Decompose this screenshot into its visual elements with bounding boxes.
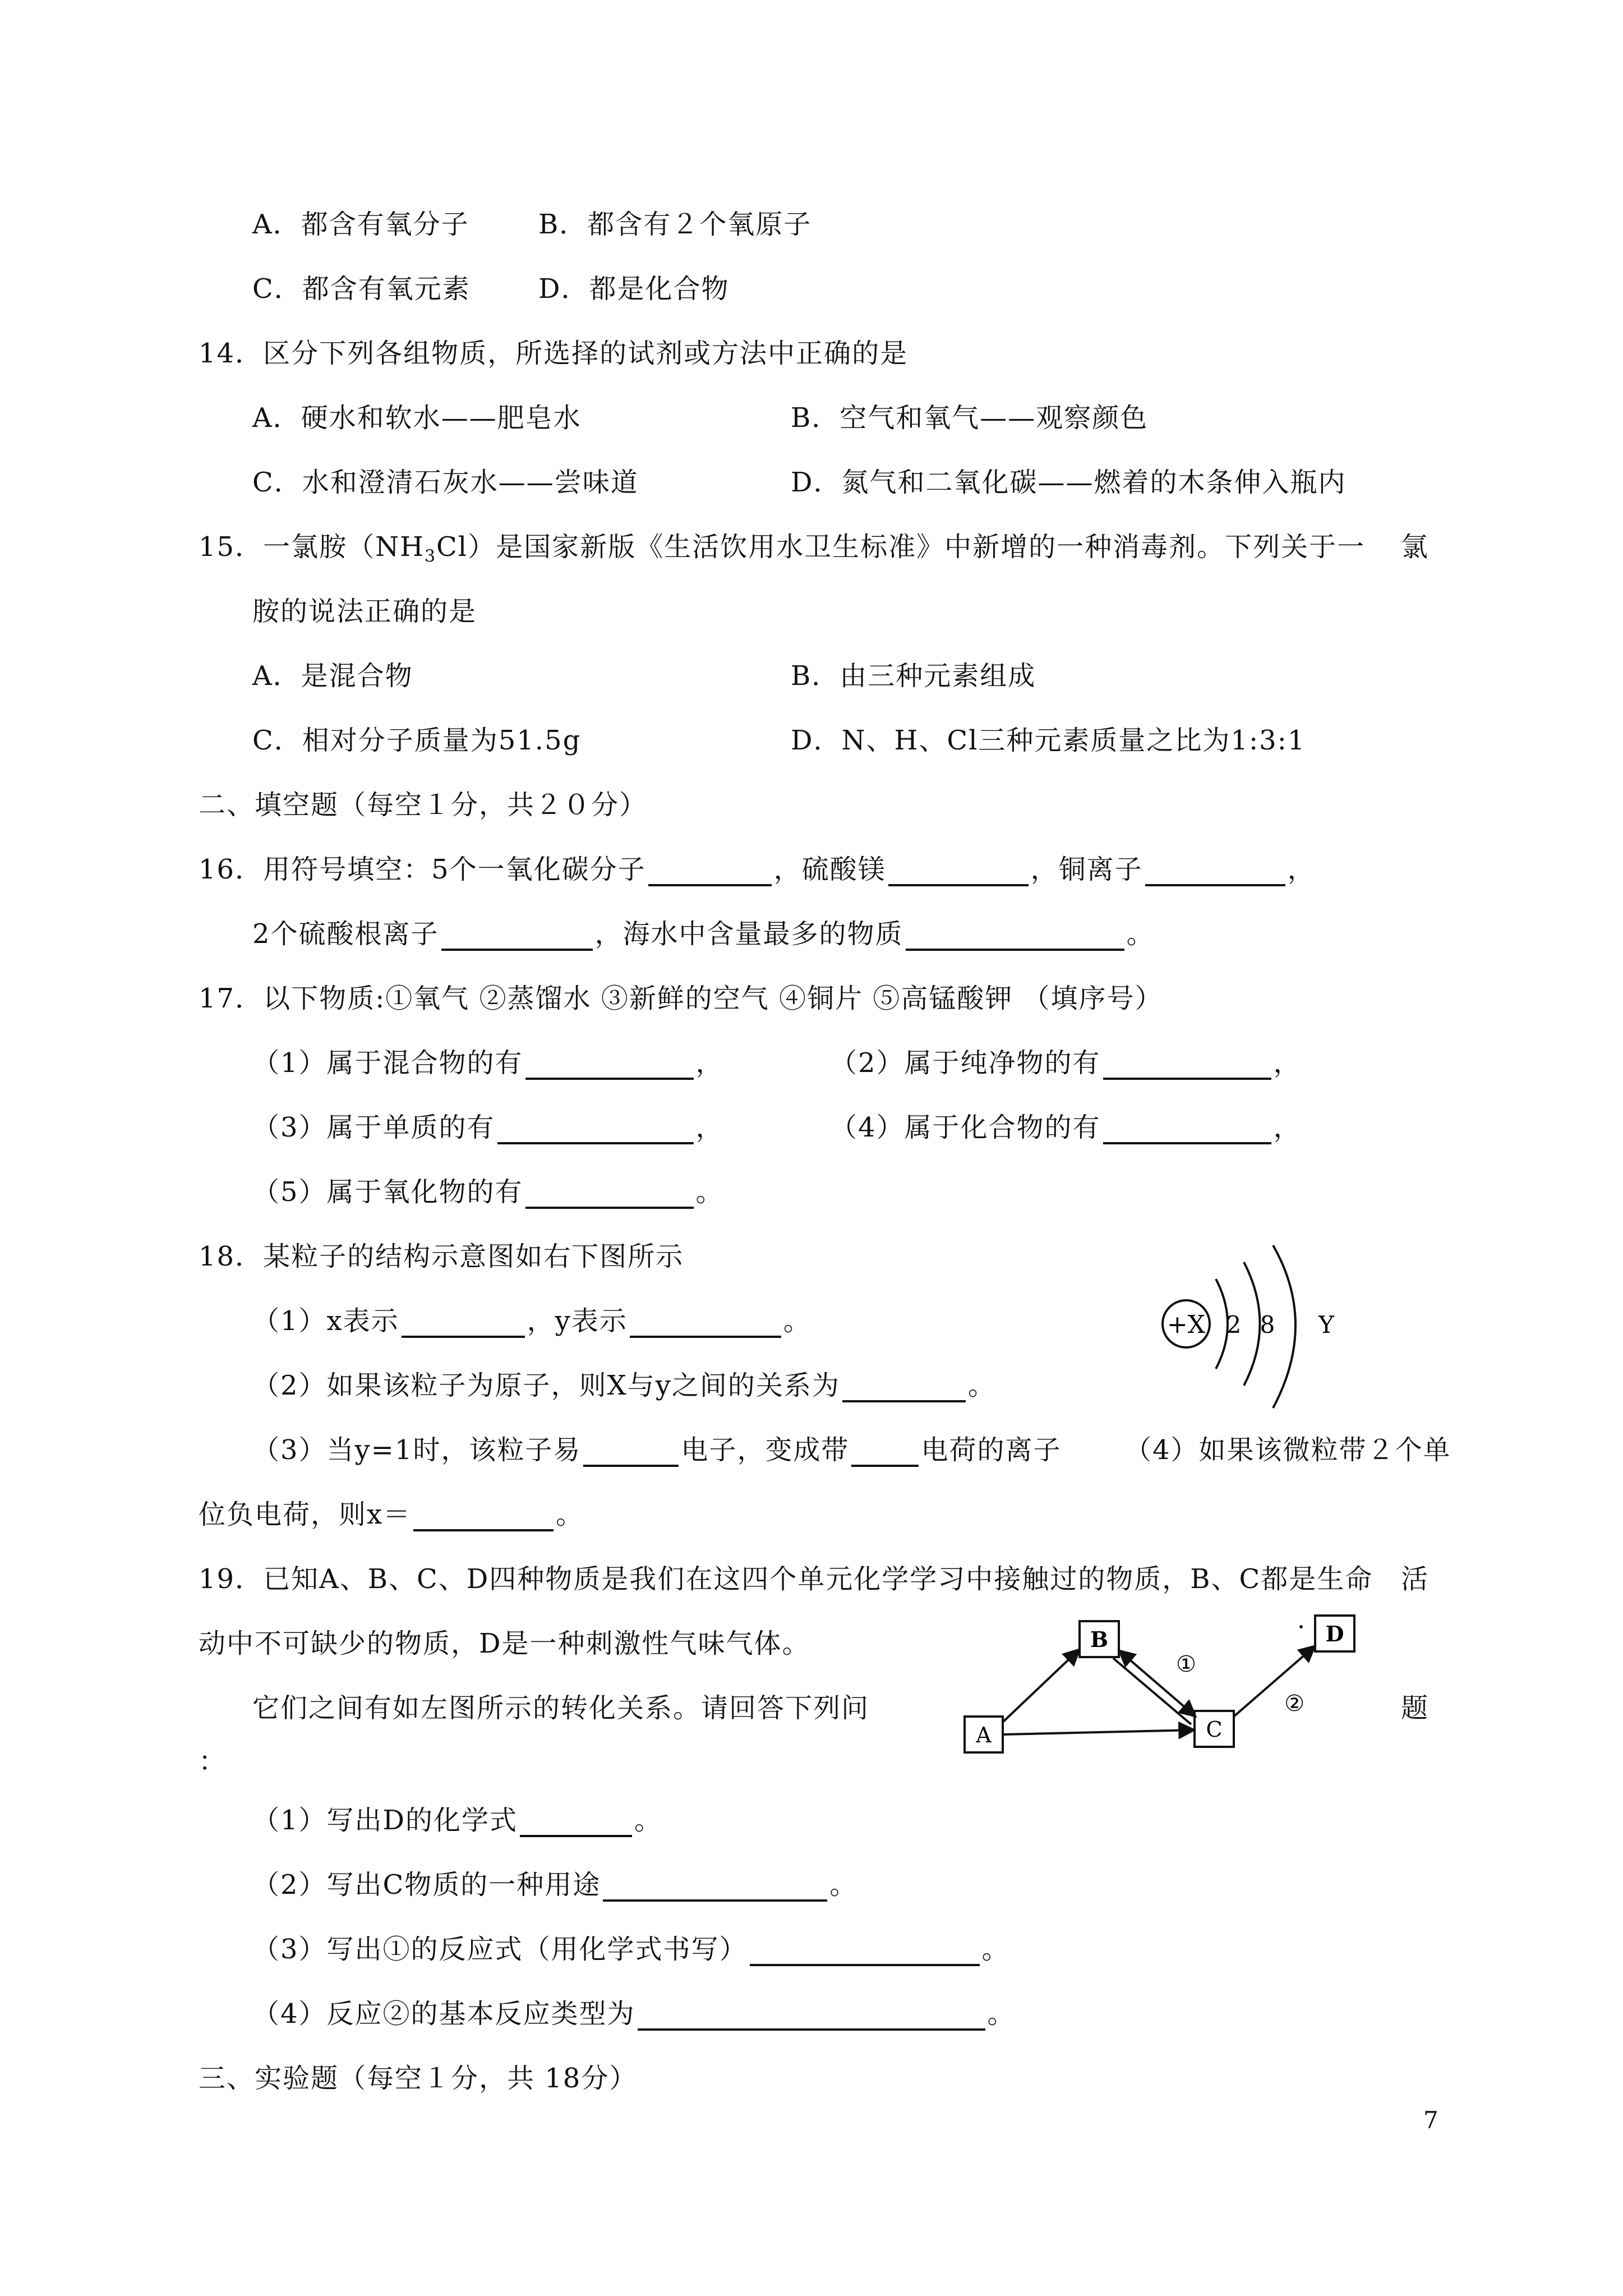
q17-comma-1: ， [695,1047,724,1079]
q18-part-4-text-b: 。 [556,1499,584,1530]
page-number: 7 [1423,2106,1438,2134]
q19-blank-2[interactable] [603,1875,827,1902]
q18-blank-1[interactable] [402,1311,525,1338]
section-2-heading: 二、填空题（每空１分，共２０分） [199,789,648,821]
conversion-diagram [942,1610,1380,1784]
node-c-label: C [1206,1717,1223,1742]
q15-stem-cont: 胺的说法正确的是 [252,596,477,627]
q16-text-b: ，硫酸镁 [773,854,886,885]
q18-part-3-text-a: （3）当y=1时，该粒子易 [252,1434,582,1466]
q17-blank-4[interactable] [1103,1117,1271,1144]
q19-part-4-text-b: 。 [987,1998,1016,2030]
q18-blank-3[interactable] [842,1375,966,1402]
q14-stem: 14．区分下列各组物质，所选择的试剂或方法中正确的是 [199,338,909,369]
q15-stem [199,530,1365,574]
reaction-2-label: ② [1284,1691,1304,1717]
q16-text-g: 。 [1126,918,1155,950]
arrow-a-to-c [1003,1730,1195,1734]
q18-blank-2[interactable] [630,1311,781,1338]
q15-option-c: C．相对分子质量为51.5g [252,725,582,756]
q19-stem-3-tail: 题 [1401,1692,1430,1724]
q16-blank-1[interactable] [648,859,772,886]
q16-text-e: 2个硫酸根离子 [252,918,439,950]
q19-part-1-text-a: （1）写出D的化学式 [252,1805,518,1836]
q16-text-c: ，铜离子 [1030,854,1143,885]
q19-part-4-text-a: （4）反应②的基本反应类型为 [252,1998,635,2030]
q19-stem-tail: 活 [1401,1563,1430,1595]
q18-part-4-text-a: 位负电荷，则x＝ [199,1499,412,1530]
reaction-1-label: ① [1176,1651,1196,1677]
q15-stem-subscript: 3 [424,546,437,567]
q18-part-2 [252,1369,996,1402]
arrow-a-to-b [1003,1649,1080,1722]
shell-3-electrons: Y [1318,1311,1334,1338]
q15-option-a: A．是混合物 [252,660,413,692]
q18-part-3-text-b: 电子，变成带 [681,1434,850,1466]
q19-part-4 [252,1997,1016,2031]
q19-blank-1[interactable] [520,1810,632,1837]
q16-text-a: 16．用符号填空：5个一氧化碳分子 [199,854,646,885]
q14-option-b: B．空气和氧气——观察颜色 [791,402,1149,434]
q19-part-2 [252,1868,857,1902]
section-3-heading: 三、实验题（每空１分，共 18分） [199,2063,638,2094]
q17-stem: 17．以下物质:①氧气 ②蒸馏水 ③新鲜的空气 ④铜片 ⑤高锰酸钾 （填序号） [199,983,1163,1014]
shell-2-electrons: 8 [1260,1311,1275,1338]
q17-part-1 [252,1046,724,1080]
q13-option-d: D．都是化合物 [538,273,730,305]
q19-part-2-text-a: （2）写出C物质的一种用途 [252,1869,601,1901]
q19-stem-1: 19．已知A、B、C、D四种物质是我们在这四个单元化学学习中接触过的物质，B、C都是生命 [199,1563,1373,1595]
q17-part-3 [252,1111,724,1144]
q17-blank-3[interactable] [497,1117,694,1144]
q19-blank-4[interactable] [638,2004,985,2031]
nucleus-label: +X [1166,1310,1206,1339]
q18-part-2-text-b: 。 [967,1370,996,1401]
q19-part-2-text-b: 。 [829,1869,858,1901]
q18-part-1-text-b: ，y表示 [527,1305,628,1337]
q17-blank-5[interactable] [525,1182,694,1209]
node-a-label: A [976,1723,992,1747]
q17-comma-3: ， [695,1112,724,1143]
node-b-label: B [1090,1627,1109,1652]
q18-part-3 [252,1433,1061,1467]
node-d-label: D [1325,1621,1344,1646]
q17-blank-1[interactable] [525,1053,694,1080]
q17-blank-2[interactable] [1103,1053,1271,1080]
q16-text-d: ， [1287,854,1316,885]
q19-stem-colon: ： [199,1746,227,1777]
q13-option-a: A．都含有氧分子 [252,209,469,240]
q16-blank-4[interactable] [441,924,593,951]
q19-part-1-text-b: 。 [634,1805,663,1836]
q17-part-5-label: （5）属于氧化物的有 [252,1176,523,1208]
q16-line1 [199,853,1316,886]
q19-part-3-text-a: （3）写出①的反应式（用化学式书写） [252,1934,748,1965]
q19-part-3-text-b: 。 [981,1934,1010,1965]
q18-stem: 18．某粒子的结构示意图如右下图所示 [199,1241,684,1272]
q14-option-a: A．硬水和软水——肥皂水 [252,402,582,434]
q18-part-1-text-c: 。 [783,1305,811,1337]
q18-part-2-text-a: （2）如果该粒子为原子，则X与y之间的关系为 [252,1370,840,1401]
q15-stem-tail: 氯 [1401,531,1430,563]
q18-part-1 [252,1304,811,1338]
q17-part-3-label: （3）属于单质的有 [252,1112,495,1143]
q19-blank-3[interactable] [750,1939,980,1966]
q18-blank-4[interactable] [583,1440,679,1467]
q13-option-b: B．都含有２个氧原子 [538,209,812,240]
q17-comma-4: ， [1273,1112,1302,1143]
electron-shell-2 [1244,1262,1260,1386]
q16-line2 [252,917,1155,951]
q18-part-4-cont [199,1498,584,1531]
q16-text-f: ，海水中含量最多的物质 [594,918,903,950]
electron-shell-3 [1273,1245,1295,1408]
q15-option-b: B．由三种元素组成 [791,660,1036,692]
q15-stem-part2: Cl）是国家新版《生活饮用水卫生标准》中新增的一种消毒剂。下列关于一 [436,531,1366,563]
stray-dot [1299,1625,1303,1628]
q15-stem-part1: 15．一氯胺（NH [199,531,425,563]
q17-period: 。 [695,1176,724,1208]
q15-option-d: D．N、H、Cl三种元素质量之比为1:3:1 [791,725,1306,756]
q14-option-d: D．氮气和二氧化碳——燃着的木条伸入瓶内 [791,467,1347,498]
q19-stem-2: 动中不可缺少的物质，D是一种刺激性气味气体。 [199,1628,810,1659]
q17-part-4 [830,1111,1302,1144]
q18-blank-5[interactable] [851,1440,919,1467]
q16-blank-3[interactable] [1145,859,1285,886]
q17-part-2 [830,1046,1302,1080]
q18-part-4: （4）如果该微粒带２个单 [1124,1434,1451,1466]
q17-part-5 [252,1175,724,1209]
q14-option-c: C．水和澄清石灰水——尝味道 [252,467,639,498]
q19-part-3 [252,1932,1010,1966]
atom-structure-diagram [1155,1240,1368,1430]
q19-part-1 [252,1803,662,1837]
q18-part-3-text-c: 电荷的离子 [921,1434,1062,1466]
q17-comma-2: ， [1273,1047,1302,1079]
q17-part-2-label: （2）属于纯净物的有 [830,1047,1101,1079]
q18-part-1-text-a: （1）x表示 [252,1305,399,1337]
q17-part-1-label: （1）属于混合物的有 [252,1047,523,1079]
q18-blank-6[interactable] [413,1504,554,1531]
q13-option-c: C．都含有氧元素 [252,273,471,305]
shell-1-electrons: 2 [1226,1311,1242,1338]
q16-blank-5[interactable] [906,924,1124,951]
q16-blank-2[interactable] [888,859,1029,886]
q17-part-4-label: （4）属于化合物的有 [830,1112,1101,1143]
q19-stem-3: 它们之间有如左图所示的转化关系。请回答下列问 [252,1692,870,1724]
